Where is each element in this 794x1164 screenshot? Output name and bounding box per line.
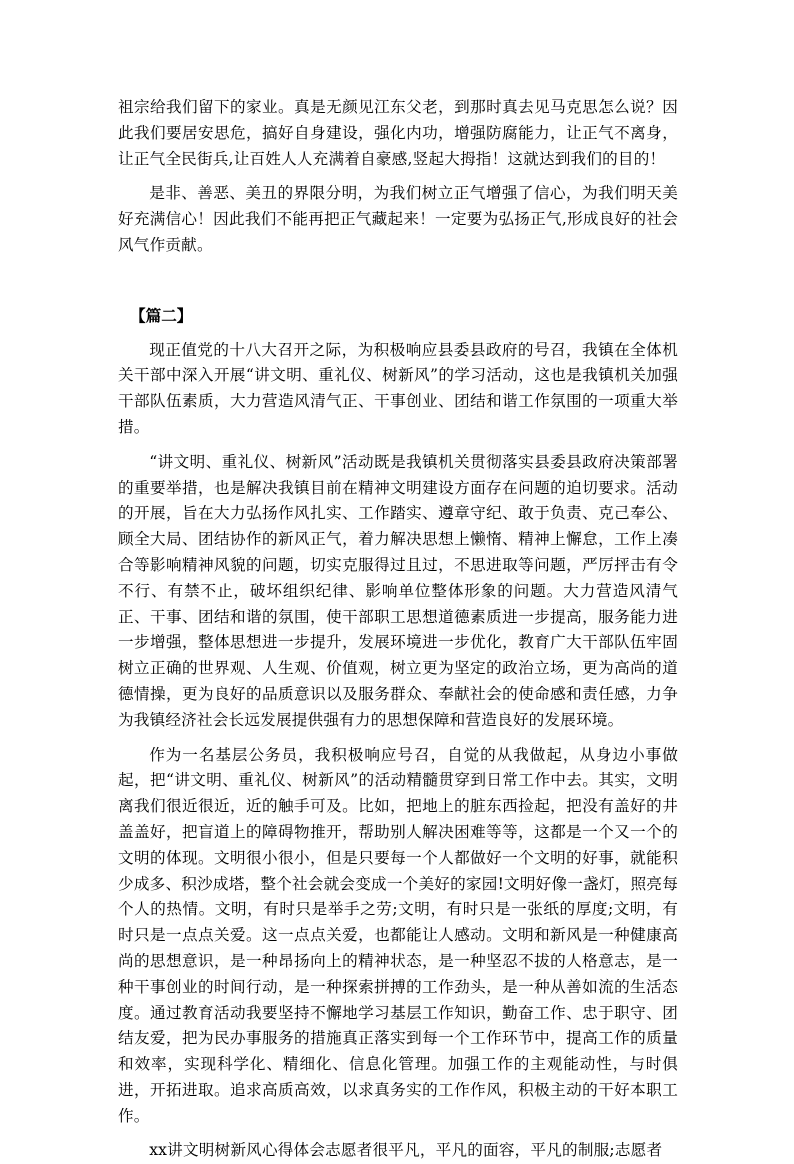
paragraph-gap	[118, 329, 678, 338]
paragraph-section-1: 现正值党的十八大召开之际，为积极响应县委县政府的号召，我镇在全体机关干部中深入开展“讲文明、重礼仪、树新风”的学习活动，这也是我镇机关加强干部队伍素质，大力营造风清气正、干事创业、团结和谐工作氛围的一项重大举措。	[118, 340, 678, 436]
paragraph-intro-2: 是非、善恶、美丑的界限分明，为我们树立正气增强了信心，为我们明天美好充满信心！因此我们不能再把正气藏起来！一定要为弘扬正气,形成良好的社会风气作贡献。	[118, 184, 678, 254]
document-page	[118, 95, 678, 1164]
paragraph-section-3: 作为一名基层公务员，我积极响应号召，自觉的从我做起，从身边小事做起，把“讲文明、重礼仪、树新风”的活动精髓贯穿到日常工作中去。其实，文明离我们很近很近，近的触手可及。比如，把地上的脏东西捡起，把没有盖好的井盖盖好，把盲道上的障碍物推开，帮助别人解决困难等等，这都是一个又一个的文明的体现。文明很小很小，但是只要每一个人都做好一个文明的好事，就能积少成多、积沙成塔，整个社会就会变成一个美好的家园!文明好像一盏灯，照亮每个人的热情。文明，有时只是举手之劳;文明，有时只是一张纸的厚度;文明，有时只是一点点关爱。这一点点关爱，也都能让人感动。文明和新风是一种健康高尚的思想意识，是一种昂扬向上的精神状态，是一种坚忍不拔的人格意志，是一种干事创业的时间行动，是一种探索拼搏的工作劲头，是一种从善如流的生活态度。通过教育活动我要坚持不懈地学习基层工作知识，勤奋工作、忠于职守、团结友爱，把为民办事服务的措施真正落实到每一个工作环节中，提高工作的质量和效率，实现科学化、精细化、信息化管理。加强工作的主观能动性，与时俱进，开拓进取。追求高质高效，以求真务实的工作作风，积极主动的干好本职工作。	[118, 745, 678, 1125]
paragraph-section-2: “讲文明、重礼仪、树新风”活动既是我镇机关贯彻落实县委县政府决策部署的重要举措，也是解决我镇目前在精神文明建设方面存在问题的迫切要求。活动的开展，旨在大力弘扬作风扎实、工作踏实、遵章守纪、敢于负责、克己奉公、顾全大局、团结协作的新风正气，着力解决思想上懒惰、精神上懈怠，工作上凑合等影响精神风貌的问题，切实克服得过且过，不思进取等问题，严厉抨击有令不行、有禁不止，破坏组织纪律、影响单位整体形象的问题。大力营造风清气正、干事、团结和谐的氛围，使干部职工思想道德素质进一步提高，服务能力进一步增强，整体思想进一步提升，发展环境进一步优化，教育广大干部队伍牢固树立正确的世界观、人生观、价值观，树立更为坚定的政治立场，更为高尚的道德情操，更为良好的品质意识以及服务群众、奉献社会的使命感和责任感，力争为我镇经济社会长远发展提供强有力的思想保障和营造良好的发展环境。	[118, 452, 678, 729]
paragraph-gap	[118, 1129, 678, 1138]
section-gap	[118, 259, 678, 303]
section-heading: 【篇二】	[130, 305, 193, 325]
paragraph-intro-1: 祖宗给我们留下的家业。真是无颜见江东父老，到那时真去见马克思怎么说？因此我们要居安思危，搞好自身建设，强化内功，增强防腐能力，让正气不离身，让正气全民街兵,让百姓人人充满着自豪感,竖起大拇指！这就达到我们的目的！	[118, 98, 678, 168]
paragraph-section-4: xx讲文明树新风心得体会志愿者很平凡，平凡的面容，平凡的制服;志愿者	[149, 1141, 663, 1160]
paragraph-gap	[118, 441, 678, 450]
paragraph-gap	[118, 734, 678, 743]
paragraph-gap	[118, 172, 678, 181]
